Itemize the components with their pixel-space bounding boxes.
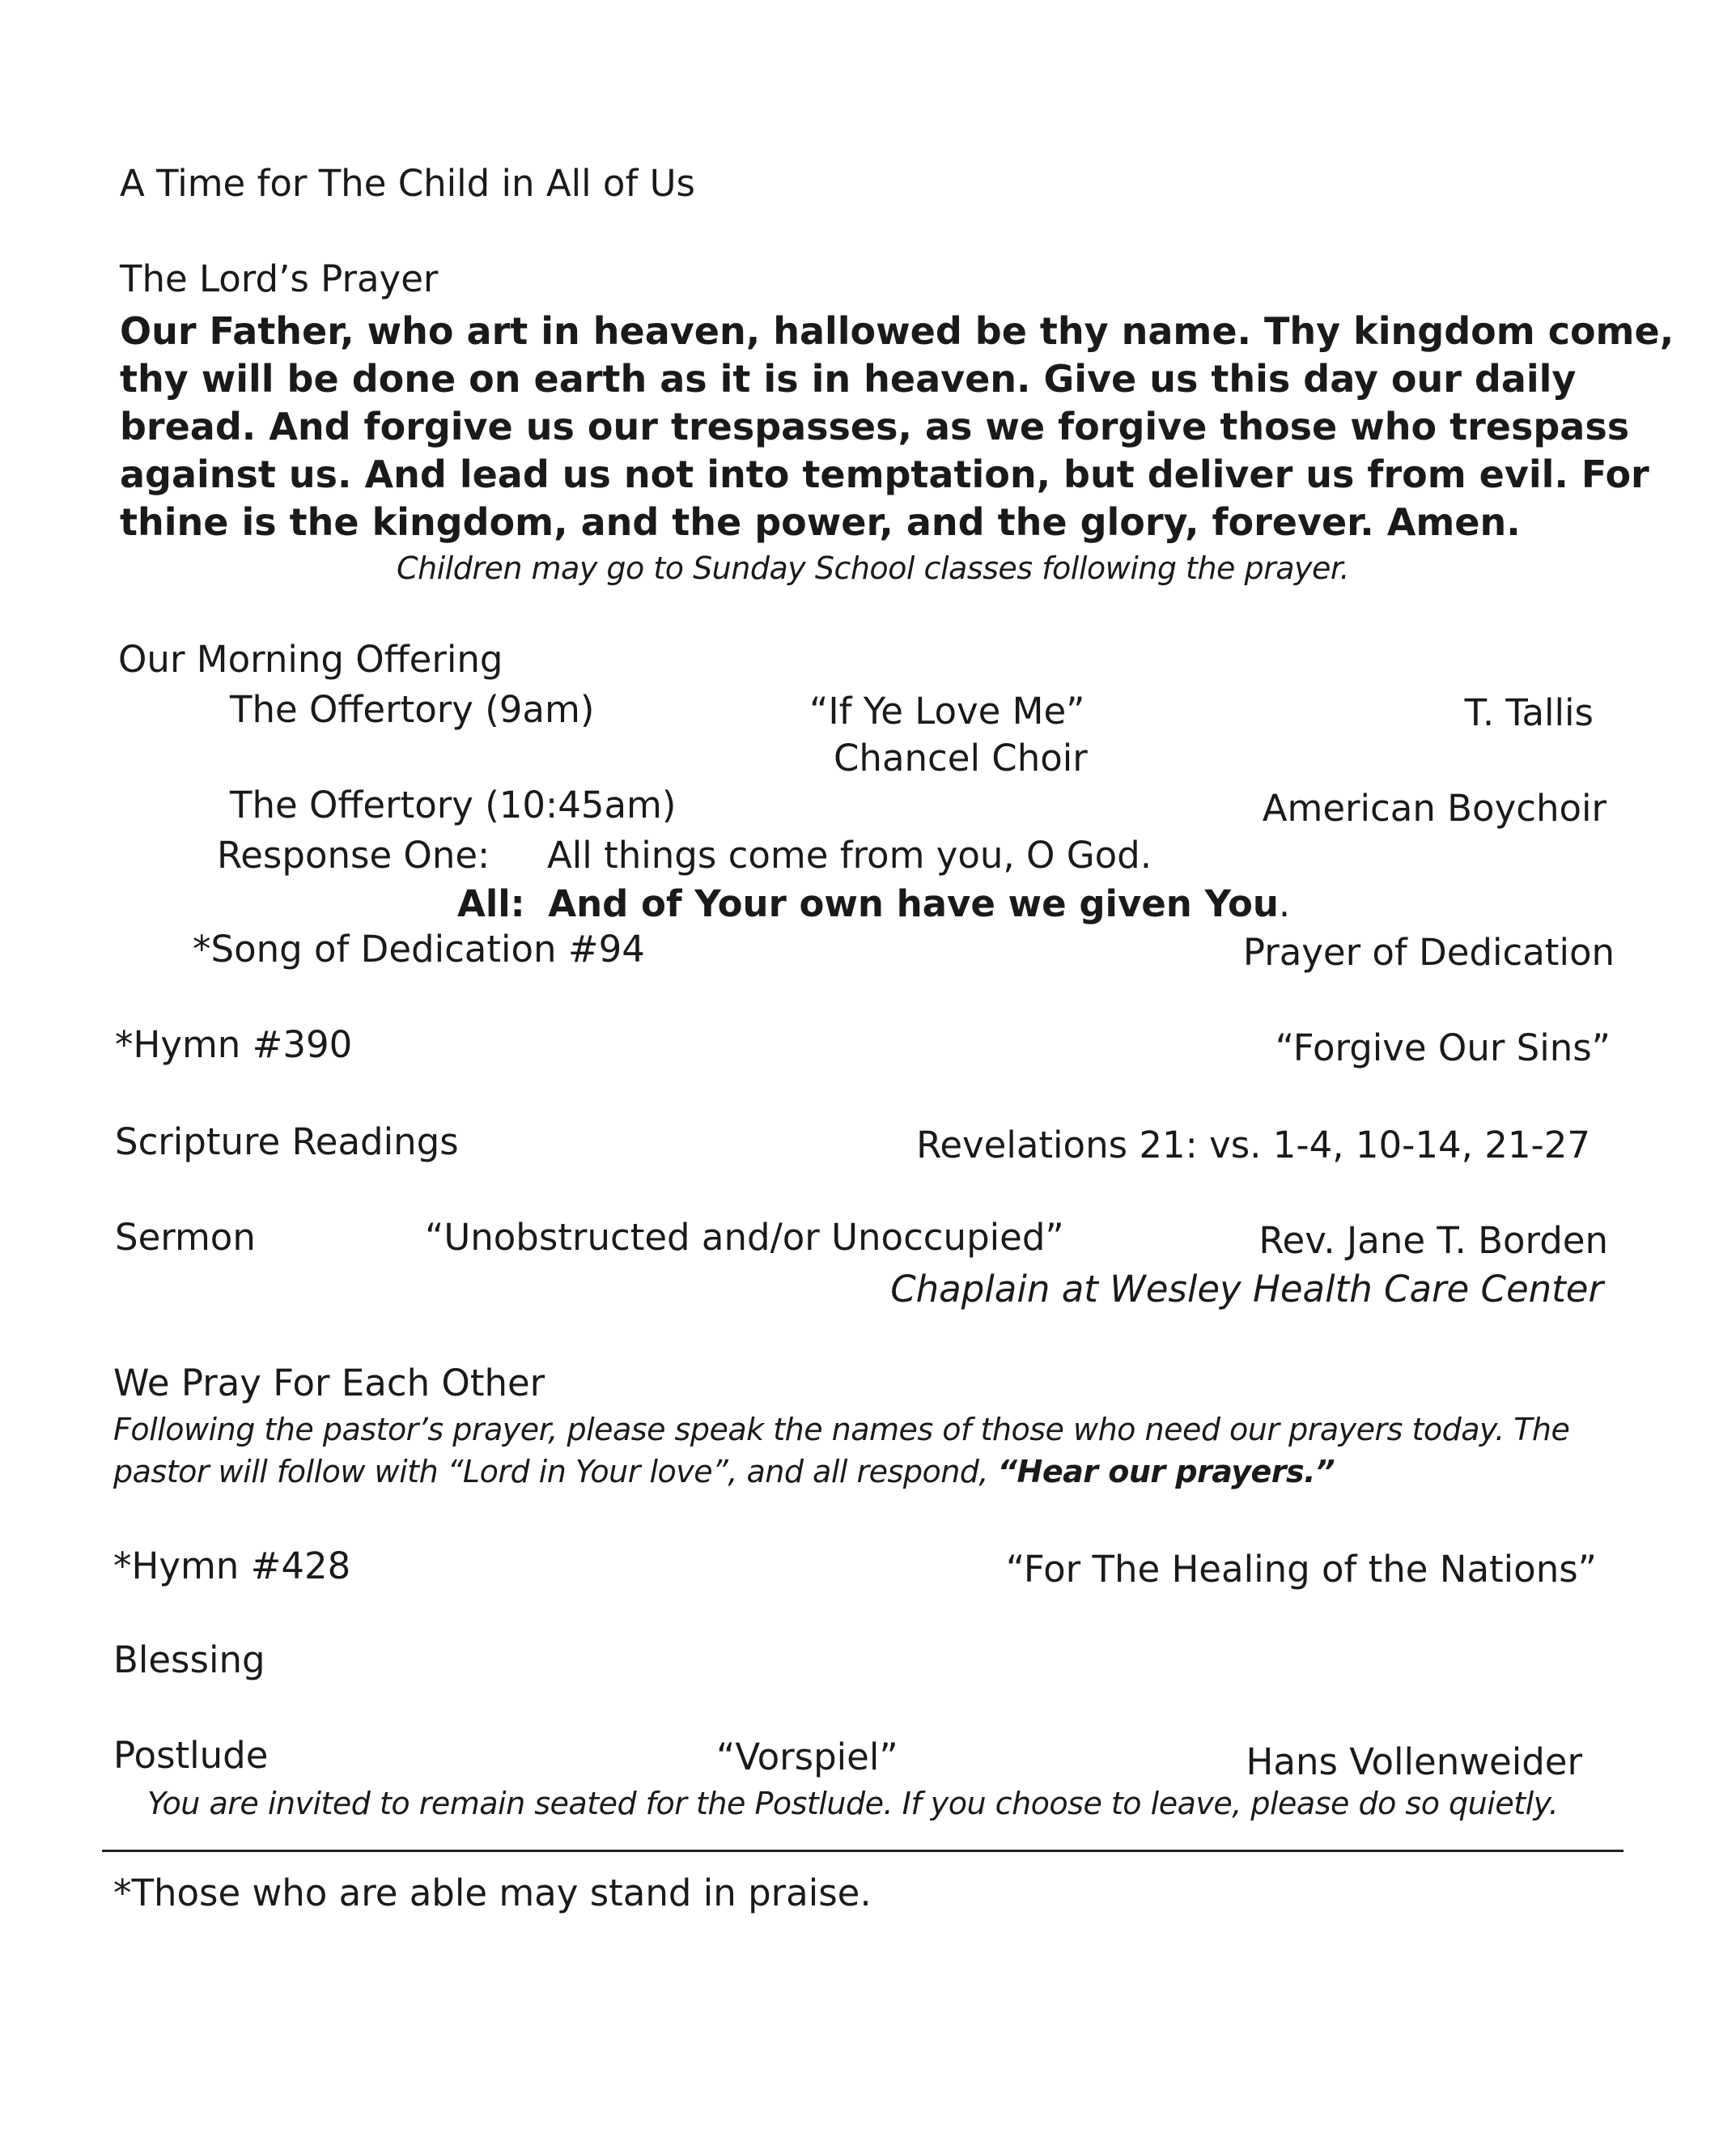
all-label: All: <box>457 882 525 925</box>
children-note: Children may go to Sunday School classes following the prayer. <box>397 550 1350 586</box>
response-label: Response One: <box>217 834 490 877</box>
scripture-reference: Revelations 21: vs. 1-4, 10-14, 21-27 <box>916 1124 1590 1166</box>
divider-line <box>102 1850 1624 1852</box>
offertory-9am-piece: “If Ye Love Me” <box>809 690 1085 733</box>
postlude-title: “Vorspiel” <box>716 1736 898 1778</box>
lords-prayer-heading: The Lord’s Prayer <box>120 257 439 300</box>
all-period: . <box>1278 882 1291 925</box>
hymn-428-title: “For The Healing of the Nations” <box>1005 1548 1597 1591</box>
offertory-9am-label: The Offertory (9am) <box>230 688 595 731</box>
offertory-9am-composer: T. Tallis <box>1464 691 1594 734</box>
scripture-label: Scripture Readings <box>115 1120 459 1163</box>
prayer-line: bread. And forgive us our trespasses, as we forgive those who trespass <box>120 405 1630 448</box>
response-text: All things come from you, O God. <box>547 834 1152 877</box>
hear-our-prayers: “Hear our prayers.” <box>997 1454 1335 1489</box>
all-response <box>457 882 1290 926</box>
pray-instruction-line1: Following the pastor’s prayer, please speak the names of those who need our prayers today. The <box>113 1412 1570 1447</box>
postlude-note: You are invited to remain seated for the Postlude. If you choose to leave, please do so quietly. <box>147 1786 1559 1821</box>
offertory-1045-performer: American Boychoir <box>1262 787 1607 830</box>
lords-prayer-text <box>120 308 1674 546</box>
sermon-preacher: Rev. Jane T. Borden <box>1258 1219 1608 1262</box>
sermon-label: Sermon <box>115 1216 256 1259</box>
postlude-label: Postlude <box>113 1734 269 1777</box>
prayer-line: thine is the kingdom, and the power, and the glory, forever. Amen. <box>120 500 1521 544</box>
offertory-1045-label: The Offertory (10:45am) <box>230 784 677 826</box>
footnote: *Those who are able may stand in praise. <box>113 1871 872 1914</box>
blessing: Blessing <box>113 1638 265 1681</box>
postlude-composer: Hans Vollenweider <box>1246 1740 1582 1783</box>
pray-heading: We Pray For Each Other <box>113 1362 545 1404</box>
prayer-of-dedication: Prayer of Dedication <box>1242 931 1615 974</box>
preacher-role: Chaplain at Wesley Health Care Center <box>890 1268 1603 1311</box>
child-time-heading: A Time for The Child in All of Us <box>120 162 695 205</box>
offering-heading: Our Morning Offering <box>118 638 503 681</box>
hymn-390-title: “Forgive Our Sins” <box>1275 1026 1611 1069</box>
all-text: And of Your own have we given You <box>548 882 1279 925</box>
prayer-line: thy will be done on earth as it is in heaven. Give us this day our daily <box>120 357 1577 401</box>
sermon-title: “Unobstructed and/or Unoccupied” <box>425 1216 1064 1259</box>
prayer-line: against us. And lead us not into temptation, but deliver us from evil. For <box>120 452 1649 496</box>
pray-instruction-line2 <box>113 1454 1335 1491</box>
hymn-390-label: *Hymn #390 <box>115 1023 353 1066</box>
prayer-line: Our Father, who art in heaven, hallowed be thy name. Thy kingdom come, <box>120 309 1674 353</box>
pray-instruction-text: pastor will follow with “Lord in Your love”, and all respond, <box>113 1454 998 1489</box>
hymn-428-label: *Hymn #428 <box>113 1544 351 1587</box>
offertory-9am-performer: Chancel Choir <box>834 737 1088 780</box>
song-of-dedication: *Song of Dedication #94 <box>193 928 645 971</box>
